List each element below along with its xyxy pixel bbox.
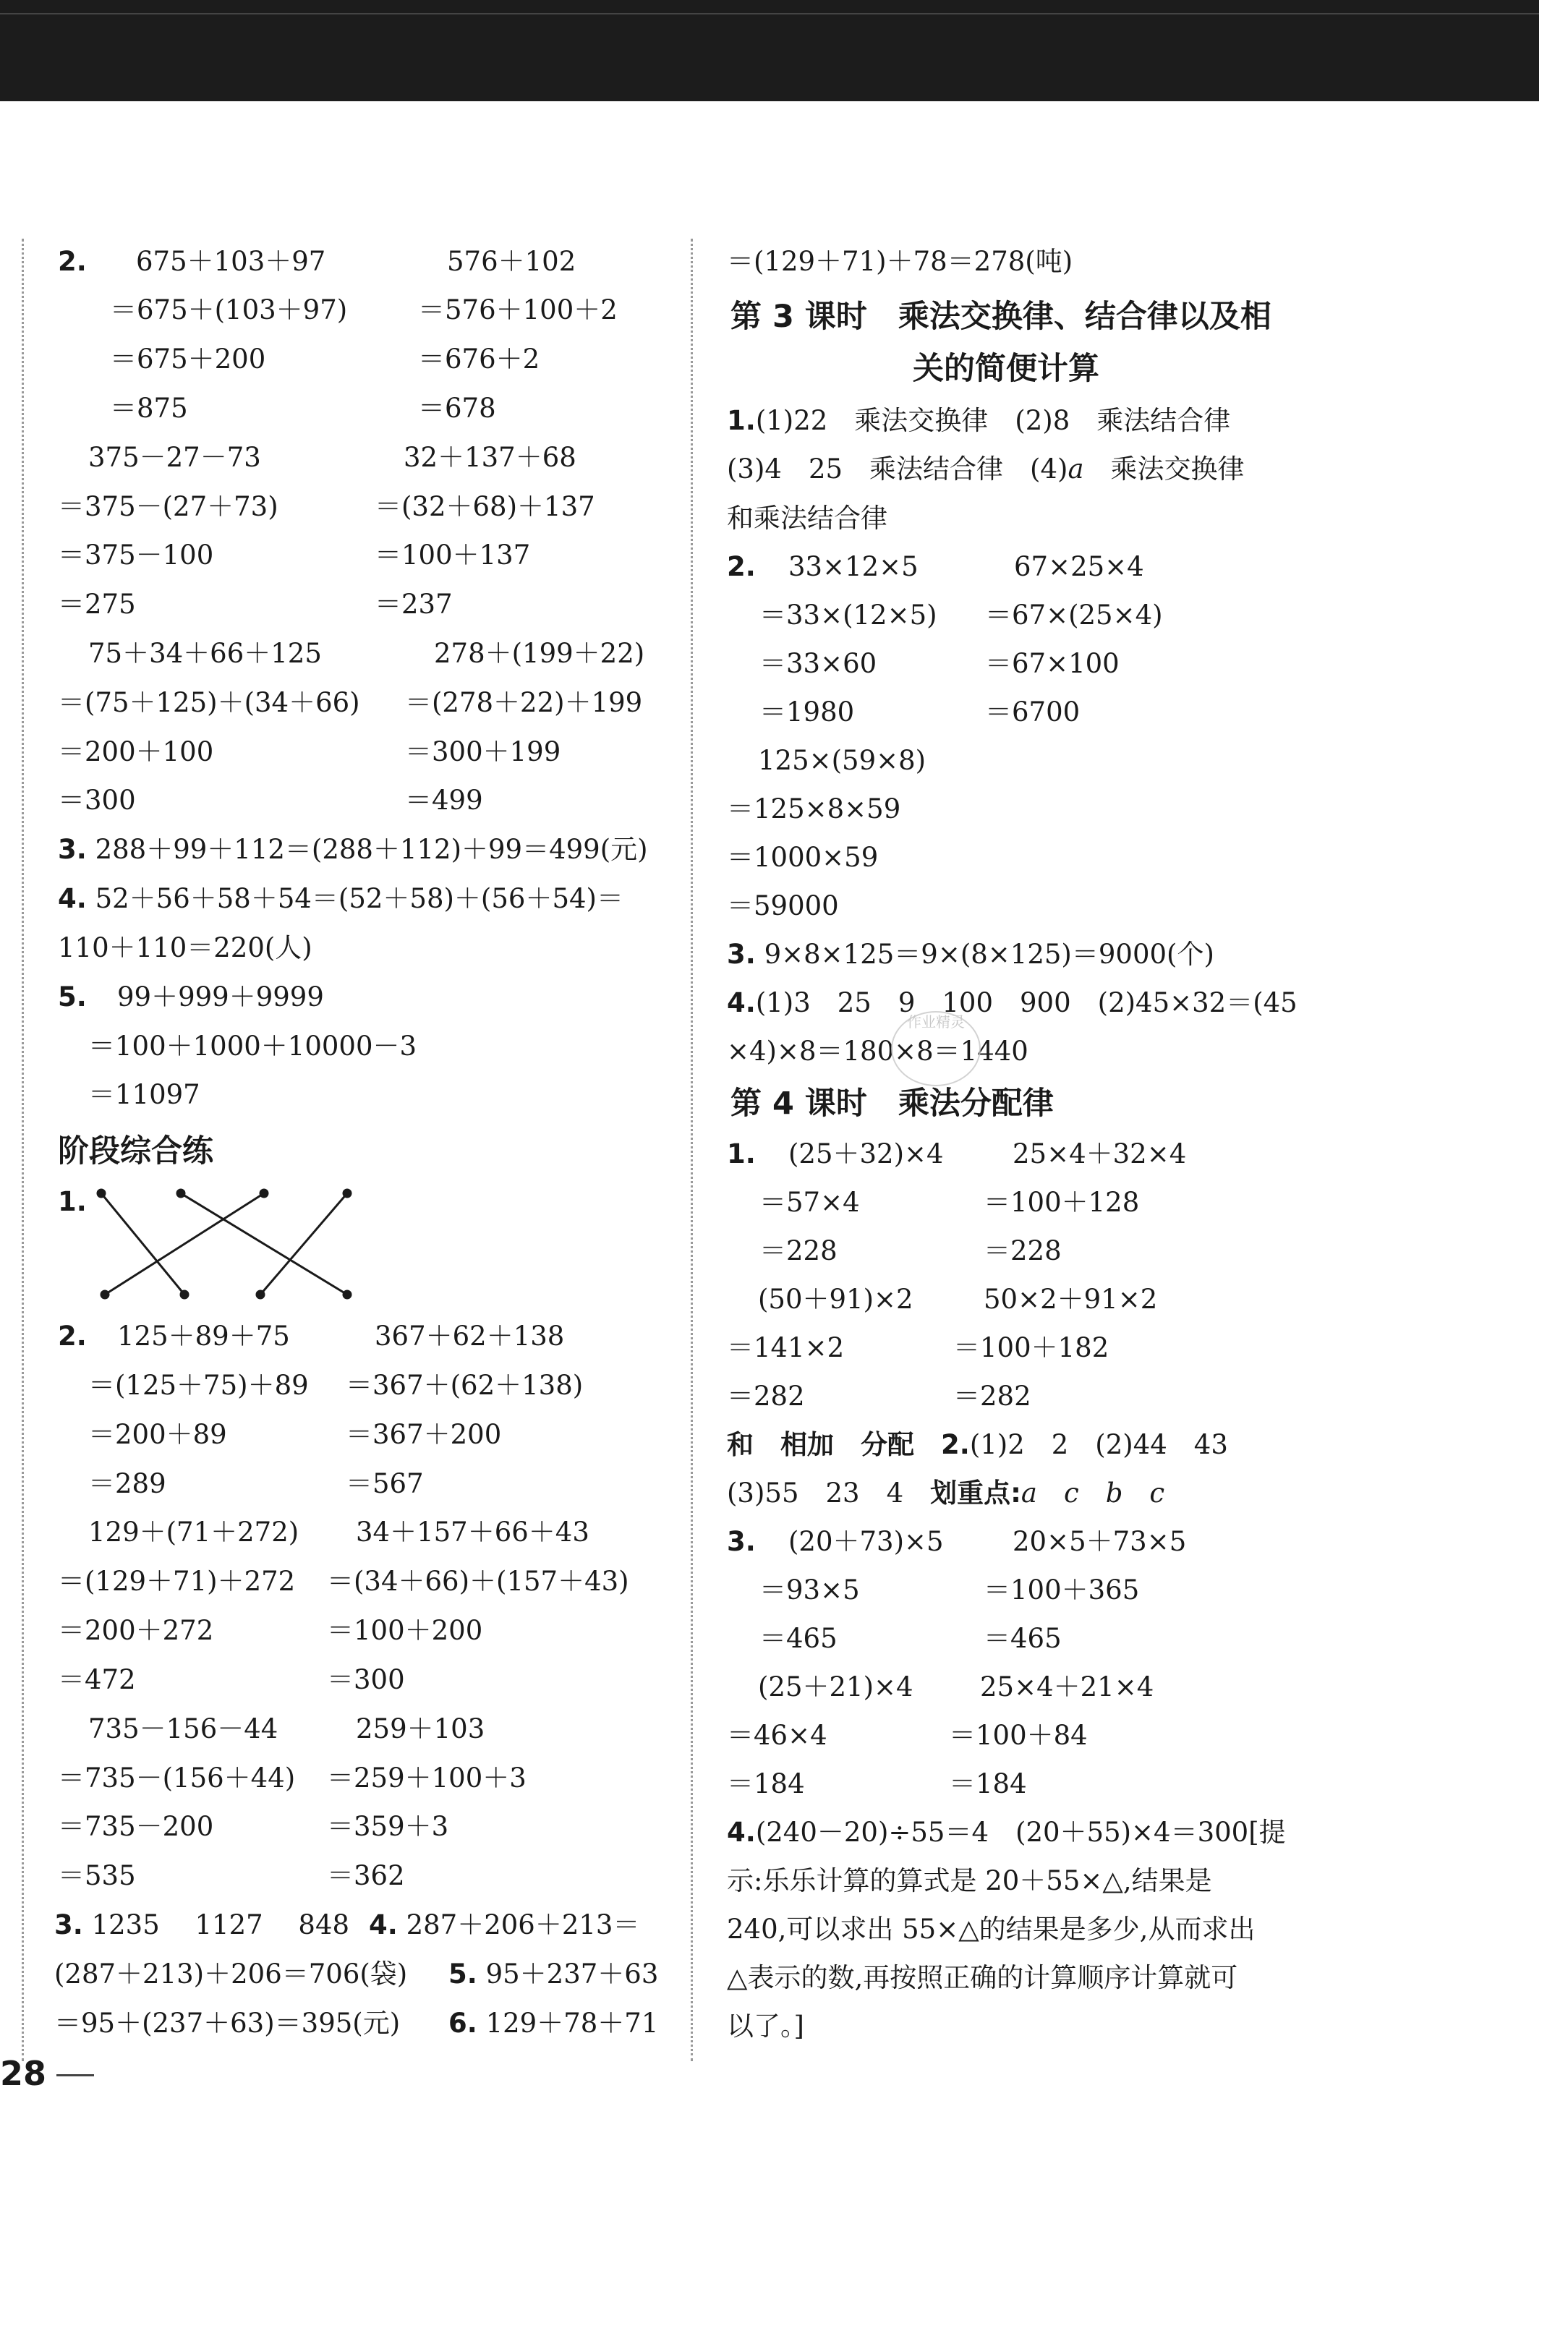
answer-line: 576＋102 (447, 246, 576, 277)
answer-line: ＝237 (375, 589, 453, 620)
answer-line: △表示的数,再按照正确的计算顺序计算就可 (727, 1962, 1238, 1993)
center-column-rule (691, 239, 693, 2061)
answer-line: ＝67×(25×4) (985, 600, 1163, 631)
answer-line: 20×5＋73×5 (1013, 1526, 1187, 1557)
answer-line: 示:乐乐计算的算式是 20＋55×△,结果是 (727, 1865, 1212, 1896)
answer-line: ＝93×5 (759, 1574, 860, 1606)
answer-line: ＝282 (953, 1381, 1031, 1412)
answer-line: ＝228 (984, 1235, 1062, 1266)
answer-line: ＝359＋3 (327, 1811, 449, 1842)
answer-line: 125×(59×8) (758, 745, 926, 776)
answer-line: ＝33×(12×5) (759, 600, 937, 631)
answer-line: ＝289 (88, 1468, 166, 1499)
answer-line: 25×4＋32×4 (1013, 1138, 1187, 1169)
answer-line: 50×2＋91×2 (984, 1284, 1158, 1315)
answer-line: ＝735－200 (58, 1811, 214, 1842)
answer-line: ＝95＋(237＋63)＝395(元) (54, 2008, 401, 2039)
answer-line: ＝735－(156＋44) (58, 1762, 296, 1794)
answer-line: ＝228 (759, 1235, 838, 1266)
answer-line: ＝300 (58, 785, 136, 816)
answer-line: ＝100＋200 (327, 1615, 483, 1646)
answer-line: ＝67×100 (985, 648, 1120, 679)
answer-line: ＝(129＋71)＋272 (58, 1566, 296, 1597)
answer-line: ×4)×8＝180×8＝1440 (727, 1036, 1028, 1067)
answer-line: 675＋103＋97 (136, 246, 326, 277)
answer-line: ＝141×2 (727, 1332, 845, 1363)
answer-line: ＝535 (58, 1860, 136, 1891)
answer-line: 34＋157＋66＋43 (356, 1517, 589, 1548)
answer-line: 4. 287＋206＋213＝ (369, 1909, 640, 1940)
answer-line: ＝184 (727, 1768, 805, 1799)
answer-line: ＝499 (405, 785, 483, 816)
answer-line: 4.(1)3 25 9 100 900 (2)45×32＝(45 (727, 987, 1298, 1018)
answer-line: 2. (727, 551, 756, 582)
answer-line: ＝(278＋22)＋199 (405, 687, 643, 718)
matching-lines-diagram (87, 1186, 362, 1309)
answer-line: 3. 9×8×125＝9×(8×125)＝9000(个) (727, 939, 1214, 970)
answer-line: ＝300 (327, 1664, 405, 1695)
answer-line: 3. (727, 1526, 756, 1557)
answer-line: (287＋213)＋206＝706(袋) (54, 1958, 408, 1990)
answer-line: 110＋110＝220(人) (58, 932, 312, 963)
answer-line: (50＋91)×2 (758, 1284, 913, 1315)
answer-line: ＝367＋200 (346, 1419, 502, 1450)
answer-line: ＝(32＋68)＋137 (375, 491, 595, 522)
answer-line: ＝375－(27＋73) (58, 491, 278, 522)
answer-line: ＝200＋100 (58, 736, 214, 767)
answer-line: ＝(34＋66)＋(157＋43) (327, 1566, 629, 1597)
answer-line: ＝259＋100＋3 (327, 1762, 527, 1794)
answer-line: 25×4＋21×4 (980, 1671, 1154, 1702)
answer-line: ＝100＋128 (984, 1187, 1140, 1218)
answer-line: ＝675＋(103＋97) (110, 294, 348, 325)
answer-line: 3. 288＋99＋112＝(288＋112)＋99＝499(元) (58, 834, 648, 865)
answer-line: 和 相加 分配 2.(1)2 2 (2)44 43 (727, 1429, 1228, 1460)
answer-line: ＝33×60 (759, 648, 877, 679)
answer-line: (3)4 25 乘法结合律 (4)a 乘法交换律 (727, 453, 1245, 485)
answer-line: ＝200＋272 (58, 1615, 214, 1646)
answer-line: 367＋62＋138 (375, 1321, 565, 1352)
answer-line: ＝576＋100＋2 (418, 294, 618, 325)
answer-line: ＝676＋2 (418, 344, 540, 375)
answer-line: ＝875 (110, 393, 188, 424)
answer-line: ＝465 (759, 1623, 838, 1654)
answer-line: ＝184 (949, 1768, 1027, 1799)
answer-line: ＝362 (327, 1860, 405, 1891)
answer-line: ＝1000×59 (727, 842, 879, 873)
answer-line: 259＋103 (356, 1713, 485, 1744)
answer-line: ＝(125＋75)＋89 (88, 1370, 309, 1401)
answer-line: ＝(75＋125)＋(34＋66) (58, 687, 360, 718)
answer-line: ＝6700 (985, 696, 1081, 728)
answer-line: 99＋999＋9999 (117, 981, 324, 1013)
answer-line: ＝100＋365 (984, 1574, 1140, 1606)
answer-line: ＝59000 (727, 890, 839, 921)
answer-line: ＝367＋(62＋138) (346, 1370, 584, 1401)
answer-line: 67×25×4 (1014, 551, 1144, 582)
answer-line: 和乘法结合律 (727, 503, 887, 534)
answer-line: 375－27－73 (88, 442, 261, 473)
top-dark-band (0, 0, 1539, 101)
answer-line: ＝1980 (759, 696, 855, 728)
answer-line: ＝200＋89 (88, 1419, 227, 1450)
answer-line: (20＋73)×5 (788, 1526, 944, 1557)
answer-line: ＝100＋84 (949, 1720, 1088, 1751)
answer-line: 5. (58, 981, 87, 1013)
answer-line: 125＋89＋75 (117, 1321, 290, 1352)
answer-line: 735－156－44 (88, 1713, 278, 1744)
answer-line: 75＋34＋66＋125 (88, 638, 322, 669)
answer-line: (25＋32)×4 (788, 1138, 944, 1169)
answer-line: 4.(240－20)÷55＝4 (20＋55)×4＝300[提 (727, 1817, 1286, 1848)
answer-line: ＝300＋199 (405, 736, 561, 767)
answer-line: ＝100＋182 (953, 1332, 1109, 1363)
answer-line: 5. 95＋237＋63 (448, 1958, 659, 1990)
answer-line: ＝(129＋71)＋78＝278(吨) (727, 246, 1073, 277)
answer-line: ＝567 (346, 1468, 424, 1499)
answer-line: (3)55 23 4 划重点:a c b c (727, 1478, 1165, 1509)
lesson-heading: 第 4 课时 乘法分配律 (730, 1086, 1054, 1122)
section-heading: 阶段综合练 (58, 1133, 213, 1169)
answer-line: 1. (58, 1186, 87, 1217)
answer-line: 以了。] (727, 2011, 804, 2042)
page-number: 28 (0, 2054, 47, 2093)
answer-line: 32＋137＋68 (404, 442, 576, 473)
answer-line: ＝465 (984, 1623, 1062, 1654)
answer-line: ＝57×4 (759, 1187, 860, 1218)
watermark-stamp: 作业精灵 (891, 1011, 981, 1086)
answer-line: 6. 129＋78＋71 (448, 2008, 659, 2039)
answer-line: 129＋(71＋272) (88, 1517, 299, 1548)
answer-line: ＝100＋1000＋10000－3 (88, 1031, 417, 1062)
answer-line: 278＋(199＋22) (434, 638, 645, 669)
answer-line: ＝46×4 (727, 1720, 827, 1751)
answer-line: ＝282 (727, 1381, 805, 1412)
answer-line: 2. (58, 1321, 87, 1352)
answer-line: ＝125×8×59 (727, 793, 901, 824)
answer-line: ＝675＋200 (110, 344, 266, 375)
answer-line: 33×12×5 (788, 551, 919, 582)
answer-line: (25＋21)×4 (758, 1671, 913, 1702)
answer-line: ＝375－100 (58, 540, 214, 571)
answer-line: 3. 1235 1127 848 (54, 1909, 350, 1940)
page-number-rule (56, 2074, 94, 2076)
answer-line: ＝11097 (88, 1079, 200, 1110)
answer-line: ＝275 (58, 589, 136, 620)
answer-line: 1. (727, 1138, 756, 1169)
answer-line: 2. (58, 246, 87, 277)
answer-line: 1.(1)22 乘法交换律 (2)8 乘法结合律 (727, 405, 1231, 436)
lesson-heading: 第 3 课时 乘法交换律、结合律以及相 (730, 299, 1271, 335)
answer-line: ＝678 (418, 393, 496, 424)
answer-line: ＝100＋137 (375, 540, 531, 571)
lesson-heading: 关的简便计算 (913, 351, 1099, 387)
answer-line: ＝472 (58, 1664, 136, 1695)
left-column-rule (22, 239, 24, 2061)
answer-line: 240,可以求出 55×△的结果是多少,从而求出 (727, 1914, 1256, 1945)
answer-line: 4. 52＋56＋58＋54＝(52＋58)＋(56＋54)＝ (58, 883, 623, 914)
